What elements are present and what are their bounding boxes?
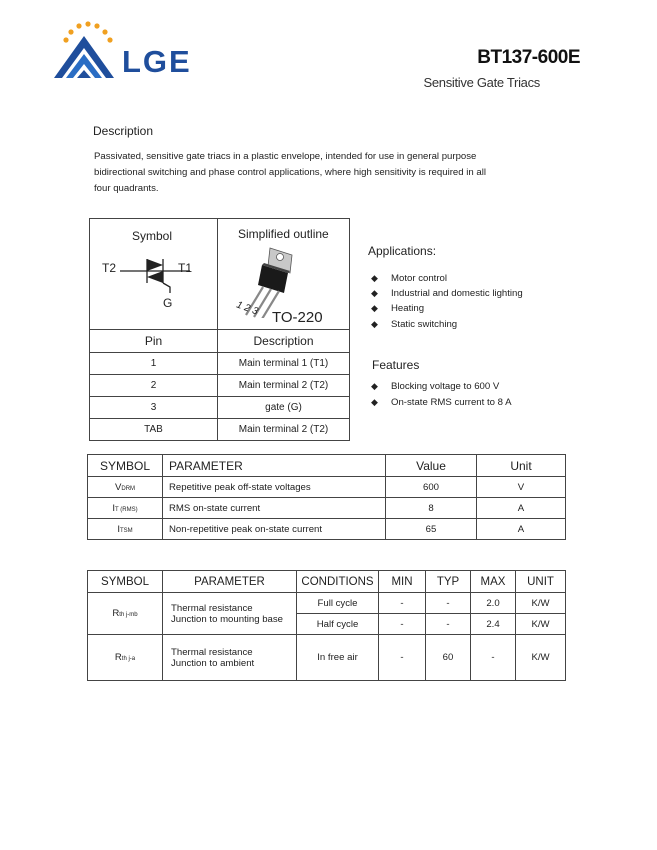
unit-cell: K/W — [516, 593, 566, 614]
symbol-subscript: TSM — [120, 527, 133, 534]
pin-number: 1 — [90, 353, 218, 375]
unit-cell: K/W — [516, 614, 566, 635]
parameter-cell — [163, 635, 297, 681]
unit-cell: A — [477, 519, 566, 540]
parameter-cell: Repetitive peak off-state voltages — [163, 477, 386, 498]
symbol-subscript: th j-a — [121, 656, 136, 662]
symbol: R — [114, 652, 122, 663]
outline-cell — [218, 219, 350, 330]
value-cell: 65 — [386, 519, 477, 540]
pin-description-header: Description — [218, 330, 350, 353]
max-cell: 2.4 — [471, 614, 516, 635]
parameter-line: Thermal resistance — [171, 646, 253, 658]
parameter-cell: Non-repetitive peak on-state current — [163, 519, 386, 540]
typ-header: TYP — [426, 571, 471, 593]
pin-header: Pin — [90, 330, 218, 353]
description-line: bidirectional switching and phase control applications, where high sensitivity is required in all — [94, 167, 486, 178]
logo-mark-icon — [50, 20, 120, 82]
conditions-cell: Full cycle — [297, 593, 379, 614]
application-item: Heating — [391, 303, 425, 314]
typ-cell: - — [426, 614, 471, 635]
parameter-header: PARAMETER — [163, 455, 386, 477]
conditions-cell: In free air — [297, 635, 379, 681]
parameter-cell: RMS on-state current — [163, 498, 386, 519]
min-cell: - — [379, 635, 426, 681]
part-number: BT137-600E — [477, 47, 580, 68]
pin-description: Main terminal 1 (T1) — [218, 353, 350, 375]
pin-description: Main terminal 2 (T2) — [218, 375, 350, 397]
symbol-cell — [88, 593, 163, 635]
table-row — [88, 477, 566, 498]
table-row — [88, 498, 566, 519]
symbol-cell — [88, 498, 163, 519]
symbol: I — [117, 523, 120, 535]
unit-header: UNIT — [516, 571, 566, 593]
t2-label: T2 — [102, 261, 117, 275]
symbol-subscript: th j-mb — [119, 612, 138, 618]
bullet-diamond-icon: ◆ — [371, 319, 378, 329]
value-header: Value — [386, 455, 477, 477]
pin-table — [89, 218, 350, 441]
symbol-header: SYMBOL — [88, 571, 163, 593]
application-item: Motor control — [391, 273, 447, 284]
description-line: Passivated, sensitive gate triacs in a plastic envelope, intended for use in general purpose — [94, 151, 477, 162]
parameter-cell — [163, 593, 297, 635]
bullet-diamond-icon: ◆ — [371, 303, 378, 313]
symbol-cell — [90, 219, 218, 330]
symbol-subscript: T (RMS) — [115, 506, 138, 513]
description-text — [94, 149, 524, 197]
symbol: I — [112, 502, 116, 514]
pin-number: TAB — [90, 419, 218, 441]
applications-heading: Applications: — [368, 244, 437, 258]
application-item: Static switching — [391, 319, 458, 330]
table-row — [90, 353, 350, 375]
pin-description: gate (G) — [218, 397, 350, 419]
g-label: G — [163, 296, 173, 310]
bullet-diamond-icon: ◆ — [371, 381, 378, 391]
feature-item: Blocking voltage to 600 V — [391, 381, 500, 392]
parameter-line: Junction to ambient — [171, 657, 255, 669]
conditions-cell: Half cycle — [297, 614, 379, 635]
typ-cell: - — [426, 593, 471, 614]
logo — [50, 20, 120, 82]
table-row — [90, 419, 350, 441]
unit-header: Unit — [477, 455, 566, 477]
description-line: four quadrants. — [94, 183, 159, 194]
features-heading: Features — [372, 358, 420, 372]
min-cell: - — [379, 614, 426, 635]
min-header: MIN — [379, 571, 426, 593]
symbol-subscript: DRM — [121, 485, 136, 492]
symbol-label: Symbol — [132, 229, 173, 243]
logo-text: LGE — [122, 44, 192, 79]
outline-label: Simplified outline — [238, 227, 329, 241]
pin-description: Main terminal 2 (T2) — [218, 419, 350, 441]
package-label: TO-220 — [272, 309, 323, 326]
symbol-cell — [88, 477, 163, 498]
min-cell: - — [379, 593, 426, 614]
thermal-table — [87, 570, 566, 681]
max-header: MAX — [471, 571, 516, 593]
ratings-table — [87, 454, 566, 540]
conditions-header: CONDITIONS — [297, 571, 379, 593]
table-row — [88, 519, 566, 540]
max-cell: 2.0 — [471, 593, 516, 614]
pin-numbers-label: 1 2 3 — [234, 299, 260, 318]
table-row — [90, 397, 350, 419]
pin-number: 3 — [90, 397, 218, 419]
table-row — [90, 375, 350, 397]
table-row — [88, 635, 566, 681]
parameter-line: Thermal resistance — [171, 602, 253, 614]
value-cell: 600 — [386, 477, 477, 498]
unit-cell: K/W — [516, 635, 566, 681]
feature-item: On-state RMS current to 8 A — [391, 397, 512, 408]
t1-label: T1 — [178, 261, 193, 275]
typ-cell: 60 — [426, 635, 471, 681]
bullet-diamond-icon: ◆ — [371, 288, 378, 298]
symbol-cell — [88, 635, 163, 681]
max-cell: - — [471, 635, 516, 681]
unit-cell: V — [477, 477, 566, 498]
symbol: R — [112, 608, 120, 619]
bullet-diamond-icon: ◆ — [371, 273, 378, 283]
bullet-diamond-icon: ◆ — [371, 397, 378, 407]
symbol-header: SYMBOL — [88, 455, 163, 477]
pin-number: 2 — [90, 375, 218, 397]
symbol: V — [114, 481, 122, 493]
application-item: Industrial and domestic lighting — [391, 288, 523, 299]
parameter-line: Junction to mounting base — [171, 613, 284, 625]
value-cell: 8 — [386, 498, 477, 519]
symbol-cell — [88, 519, 163, 540]
subtitle: Sensitive Gate Triacs — [423, 75, 540, 90]
parameter-header: PARAMETER — [163, 571, 297, 593]
triac-symbol-icon — [100, 253, 210, 313]
description-heading: Description — [93, 124, 154, 138]
unit-cell: A — [477, 498, 566, 519]
table-row — [88, 593, 566, 614]
